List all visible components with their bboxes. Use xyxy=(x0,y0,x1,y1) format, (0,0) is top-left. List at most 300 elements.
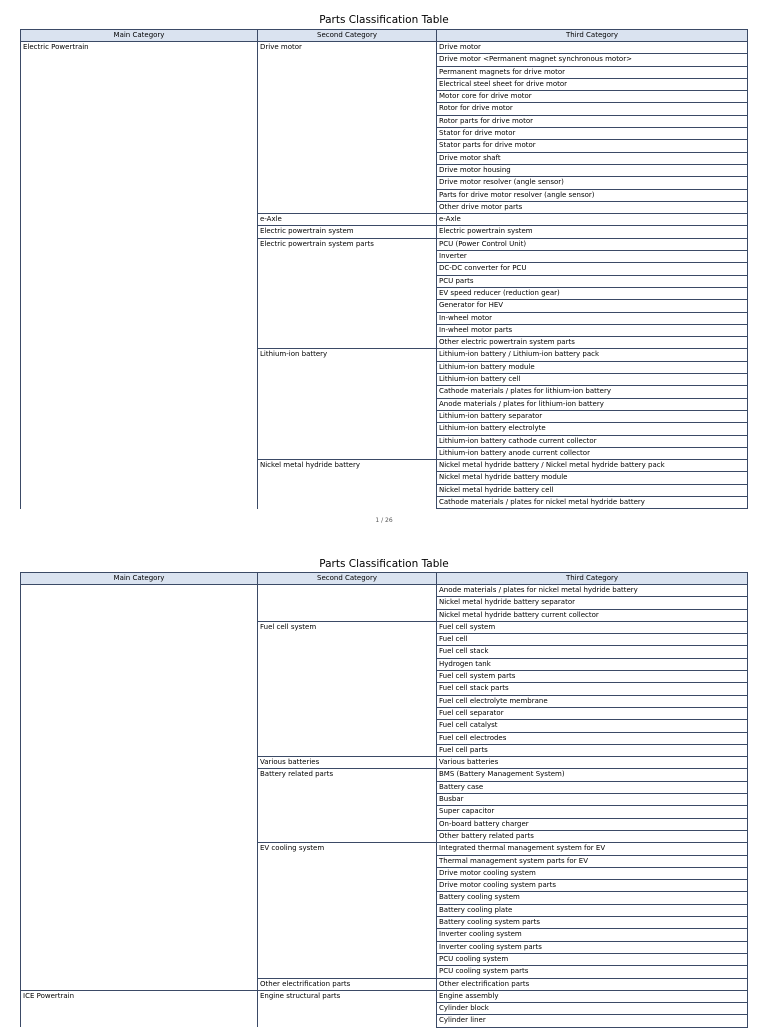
third-category-cell: Drive motor shaft xyxy=(437,152,748,164)
table-row xyxy=(21,251,748,263)
third-category-cell: e-Axle xyxy=(437,214,748,226)
second-category-cell xyxy=(258,929,437,941)
third-category-cell: Fuel cell catalyst xyxy=(437,720,748,732)
main-category-cell xyxy=(21,115,258,127)
main-category-cell xyxy=(21,91,258,103)
second-category-cell: e-Axle xyxy=(258,214,437,226)
second-category-cell xyxy=(258,720,437,732)
table-row xyxy=(21,781,748,793)
table-row xyxy=(21,54,748,66)
second-category-cell xyxy=(258,312,437,324)
table-row xyxy=(21,585,748,597)
second-category-cell xyxy=(258,646,437,658)
table-row xyxy=(21,140,748,152)
third-category-cell: Engine assembly xyxy=(437,990,748,1002)
third-category-cell: Motor core for drive motor xyxy=(437,91,748,103)
table-row xyxy=(21,830,748,842)
third-category-cell: Cylinder liner xyxy=(437,1015,748,1027)
table-row xyxy=(21,855,748,867)
third-category-cell: Fuel cell parts xyxy=(437,744,748,756)
second-category-cell xyxy=(258,658,437,670)
main-category-cell xyxy=(21,621,258,633)
table-row xyxy=(21,238,748,250)
main-category-cell xyxy=(21,103,258,115)
table-row xyxy=(21,621,748,633)
third-category-cell: Battery cooling system parts xyxy=(437,917,748,929)
table-row xyxy=(21,214,748,226)
table-row xyxy=(21,103,748,115)
second-category-cell xyxy=(258,917,437,929)
table-row xyxy=(21,904,748,916)
table-row xyxy=(21,597,748,609)
third-category-cell: Lithium-ion battery separator xyxy=(437,410,748,422)
second-category-cell xyxy=(258,361,437,373)
table-row xyxy=(21,843,748,855)
third-category-cell: Rotor for drive motor xyxy=(437,103,748,115)
table-row xyxy=(21,226,748,238)
second-category-cell: Battery related parts xyxy=(258,769,437,781)
third-category-cell: Nickel metal hydride battery cell xyxy=(437,484,748,496)
second-category-cell: Engine structural parts xyxy=(258,990,437,1002)
third-category-cell: Nickel metal hydride battery module xyxy=(437,472,748,484)
second-category-cell xyxy=(258,953,437,965)
main-category-cell xyxy=(21,300,258,312)
parts-table-page-2 xyxy=(20,572,748,1028)
second-category-cell xyxy=(258,867,437,879)
second-category-cell xyxy=(258,1015,437,1027)
third-category-cell: Rotor parts for drive motor xyxy=(437,115,748,127)
main-category-cell xyxy=(21,472,258,484)
main-category-cell xyxy=(21,214,258,226)
main-category-cell xyxy=(21,904,258,916)
main-category-cell xyxy=(21,966,258,978)
main-category-cell xyxy=(21,312,258,324)
table-row xyxy=(21,757,748,769)
third-category-cell: Anode materials / plates for lithium-ion battery xyxy=(437,398,748,410)
main-category-cell xyxy=(21,447,258,459)
third-category-cell: PCU (Power Control Unit) xyxy=(437,238,748,250)
table-row xyxy=(21,115,748,127)
third-category-cell: Nickel metal hydride battery / Nickel metal hydride battery pack xyxy=(437,460,748,472)
table-row xyxy=(21,953,748,965)
main-category-cell xyxy=(21,646,258,658)
second-category-cell xyxy=(258,201,437,213)
second-category-cell xyxy=(258,904,437,916)
table-row xyxy=(21,447,748,459)
main-category-cell xyxy=(21,435,258,447)
third-category-cell: Hydrogen tank xyxy=(437,658,748,670)
third-category-cell: Drive motor housing xyxy=(437,164,748,176)
table-row xyxy=(21,634,748,646)
main-category-cell xyxy=(21,152,258,164)
third-category-cell: Fuel cell xyxy=(437,634,748,646)
table-row xyxy=(21,1003,748,1015)
table-row xyxy=(21,435,748,447)
main-category-cell xyxy=(21,263,258,275)
third-category-cell: Fuel cell system xyxy=(437,621,748,633)
second-category-cell xyxy=(258,892,437,904)
main-category-cell xyxy=(21,917,258,929)
main-category-cell xyxy=(21,201,258,213)
table-row xyxy=(21,671,748,683)
main-category-cell xyxy=(21,386,258,398)
third-category-cell: On-board battery charger xyxy=(437,818,748,830)
main-category-cell xyxy=(21,54,258,66)
main-category-cell xyxy=(21,324,258,336)
second-category-cell xyxy=(258,78,437,90)
table-row xyxy=(21,263,748,275)
header-main-category: Main Category xyxy=(21,30,258,42)
second-category-cell xyxy=(258,830,437,842)
main-category-cell xyxy=(21,287,258,299)
second-category-cell xyxy=(258,287,437,299)
third-category-cell: Battery cooling plate xyxy=(437,904,748,916)
table-row xyxy=(21,744,748,756)
second-category-cell: Lithium-ion battery xyxy=(258,349,437,361)
third-category-cell: Lithium-ion battery electrolyte xyxy=(437,423,748,435)
third-category-cell: Integrated thermal management system for EV xyxy=(437,843,748,855)
third-category-cell: Permanent magnets for drive motor xyxy=(437,66,748,78)
table-row xyxy=(21,42,748,54)
second-category-cell xyxy=(258,128,437,140)
table-row xyxy=(21,164,748,176)
main-category-cell xyxy=(21,806,258,818)
table-row xyxy=(21,806,748,818)
third-category-cell: Lithium-ion battery / Lithium-ion battery pack xyxy=(437,349,748,361)
main-category-cell xyxy=(21,880,258,892)
table-row xyxy=(21,646,748,658)
second-category-cell xyxy=(258,115,437,127)
table-row xyxy=(21,732,748,744)
third-category-cell: BMS (Battery Management System) xyxy=(437,769,748,781)
main-category-cell xyxy=(21,634,258,646)
second-category-cell xyxy=(258,683,437,695)
second-category-cell xyxy=(258,54,437,66)
second-category-cell xyxy=(258,423,437,435)
third-category-cell: Fuel cell separator xyxy=(437,707,748,719)
third-category-cell: Battery case xyxy=(437,781,748,793)
second-category-cell: Electric powertrain system parts xyxy=(258,238,437,250)
second-category-cell xyxy=(258,177,437,189)
header-second-category: Second Category xyxy=(258,30,437,42)
main-category-cell xyxy=(21,757,258,769)
second-category-cell xyxy=(258,794,437,806)
second-category-cell xyxy=(258,671,437,683)
main-category-cell xyxy=(21,238,258,250)
second-category-cell xyxy=(258,91,437,103)
table-row xyxy=(21,707,748,719)
third-category-cell: Other electrification parts xyxy=(437,978,748,990)
third-category-cell: Inverter xyxy=(437,251,748,263)
table-row xyxy=(21,695,748,707)
table-row xyxy=(21,941,748,953)
third-category-cell: Electric powertrain system xyxy=(437,226,748,238)
second-category-cell: Drive motor xyxy=(258,42,437,54)
table-row xyxy=(21,484,748,496)
second-category-cell xyxy=(258,435,437,447)
main-category-cell xyxy=(21,769,258,781)
table-row xyxy=(21,78,748,90)
table-row xyxy=(21,720,748,732)
table-row xyxy=(21,312,748,324)
main-category-cell xyxy=(21,128,258,140)
table-row xyxy=(21,769,748,781)
third-category-cell: Nickel metal hydride battery separator xyxy=(437,597,748,609)
main-category-cell xyxy=(21,707,258,719)
second-category-cell xyxy=(258,496,437,508)
main-category-cell xyxy=(21,189,258,201)
table-row xyxy=(21,658,748,670)
page-number: 1 / 26 xyxy=(375,517,393,524)
third-category-cell: Stator parts for drive motor xyxy=(437,140,748,152)
third-category-cell: Generator for HEV xyxy=(437,300,748,312)
third-category-cell: PCU cooling system xyxy=(437,953,748,965)
main-category-cell xyxy=(21,609,258,621)
second-category-cell xyxy=(258,855,437,867)
table-row xyxy=(21,818,748,830)
second-category-cell xyxy=(258,818,437,830)
third-category-cell: Thermal management system parts for EV xyxy=(437,855,748,867)
table-row xyxy=(21,201,748,213)
second-category-cell xyxy=(258,966,437,978)
main-category-cell xyxy=(21,398,258,410)
main-category-cell xyxy=(21,683,258,695)
main-category-cell xyxy=(21,978,258,990)
third-category-cell: Fuel cell stack parts xyxy=(437,683,748,695)
table-row xyxy=(21,349,748,361)
main-category-cell xyxy=(21,843,258,855)
main-category-cell xyxy=(21,275,258,287)
table-row xyxy=(21,177,748,189)
main-category-cell: Electric Powertrain xyxy=(21,42,258,54)
table-row xyxy=(21,990,748,1002)
main-category-cell xyxy=(21,78,258,90)
header-main-category: Main Category xyxy=(21,573,258,585)
main-category-cell xyxy=(21,695,258,707)
second-category-cell xyxy=(258,164,437,176)
third-category-cell: Electrical steel sheet for drive motor xyxy=(437,78,748,90)
third-category-cell: In-wheel motor parts xyxy=(437,324,748,336)
table-row xyxy=(21,472,748,484)
page-title: Parts Classification Table xyxy=(319,558,449,570)
main-category-cell xyxy=(21,410,258,422)
second-category-cell xyxy=(258,152,437,164)
table-row xyxy=(21,867,748,879)
main-category-cell xyxy=(21,744,258,756)
main-category-cell xyxy=(21,361,258,373)
main-category-cell xyxy=(21,867,258,879)
main-category-cell xyxy=(21,585,258,597)
main-category-cell: ICE Powertrain xyxy=(21,990,258,1002)
table-row xyxy=(21,423,748,435)
second-category-cell xyxy=(258,695,437,707)
third-category-cell: Super capacitor xyxy=(437,806,748,818)
main-category-cell xyxy=(21,818,258,830)
second-category-cell xyxy=(258,66,437,78)
table-row xyxy=(21,386,748,398)
table-row xyxy=(21,683,748,695)
table-row xyxy=(21,337,748,349)
table-row xyxy=(21,794,748,806)
second-category-cell xyxy=(258,744,437,756)
main-category-cell xyxy=(21,1015,258,1027)
third-category-cell: Busbar xyxy=(437,794,748,806)
second-category-cell xyxy=(258,324,437,336)
third-category-cell: Various batteries xyxy=(437,757,748,769)
second-category-cell xyxy=(258,263,437,275)
parts-table-page-1 xyxy=(20,29,748,509)
third-category-cell: DC-DC converter for PCU xyxy=(437,263,748,275)
second-category-cell xyxy=(258,609,437,621)
table-row xyxy=(21,880,748,892)
third-category-cell: Lithium-ion battery anode current collector xyxy=(437,447,748,459)
main-category-cell xyxy=(21,929,258,941)
second-category-cell xyxy=(258,1003,437,1015)
third-category-cell: Nickel metal hydride battery current collector xyxy=(437,609,748,621)
third-category-cell: Other electric powertrain system parts xyxy=(437,337,748,349)
main-category-cell xyxy=(21,953,258,965)
third-category-cell: Drive motor cooling system parts xyxy=(437,880,748,892)
main-category-cell xyxy=(21,892,258,904)
second-category-cell xyxy=(258,707,437,719)
third-category-cell: Lithium-ion battery cathode current collector xyxy=(437,435,748,447)
table-row xyxy=(21,275,748,287)
third-category-cell: Anode materials / plates for nickel metal hydride battery xyxy=(437,585,748,597)
main-category-cell xyxy=(21,423,258,435)
table-row xyxy=(21,978,748,990)
main-category-cell xyxy=(21,781,258,793)
second-category-cell xyxy=(258,484,437,496)
main-category-cell xyxy=(21,1003,258,1015)
second-category-cell xyxy=(258,880,437,892)
table-row xyxy=(21,324,748,336)
main-category-cell xyxy=(21,794,258,806)
table-row xyxy=(21,398,748,410)
main-category-cell xyxy=(21,374,258,386)
second-category-cell xyxy=(258,585,437,597)
second-category-cell: Various batteries xyxy=(258,757,437,769)
third-category-cell: Fuel cell stack xyxy=(437,646,748,658)
third-category-cell: Drive motor <Permanent magnet synchronous motor> xyxy=(437,54,748,66)
table-row xyxy=(21,496,748,508)
main-category-cell xyxy=(21,226,258,238)
table-row xyxy=(21,287,748,299)
third-category-cell: Battery cooling system xyxy=(437,892,748,904)
second-category-cell xyxy=(258,410,437,422)
header-second-category: Second Category xyxy=(258,573,437,585)
third-category-cell: Drive motor cooling system xyxy=(437,867,748,879)
third-category-cell: Drive motor xyxy=(437,42,748,54)
table-row xyxy=(21,66,748,78)
third-category-cell: Fuel cell electrolyte membrane xyxy=(437,695,748,707)
table-row xyxy=(21,966,748,978)
third-category-cell: Cylinder block xyxy=(437,1003,748,1015)
main-category-cell xyxy=(21,177,258,189)
second-category-cell xyxy=(258,472,437,484)
main-category-cell xyxy=(21,337,258,349)
main-category-cell xyxy=(21,720,258,732)
third-category-cell: EV speed reducer (reduction gear) xyxy=(437,287,748,299)
main-category-cell xyxy=(21,597,258,609)
table-row xyxy=(21,917,748,929)
main-category-cell xyxy=(21,496,258,508)
second-category-cell xyxy=(258,275,437,287)
second-category-cell: Nickel metal hydride battery xyxy=(258,460,437,472)
table-row xyxy=(21,152,748,164)
third-category-cell: Cathode materials / plates for lithium-ion battery xyxy=(437,386,748,398)
third-category-cell: Cathode materials / plates for nickel metal hydride battery xyxy=(437,496,748,508)
second-category-cell xyxy=(258,337,437,349)
third-category-cell: PCU cooling system parts xyxy=(437,966,748,978)
main-category-cell xyxy=(21,671,258,683)
table-row xyxy=(21,91,748,103)
third-category-cell: Fuel cell electrodes xyxy=(437,732,748,744)
second-category-cell xyxy=(258,103,437,115)
second-category-cell xyxy=(258,941,437,953)
main-category-cell xyxy=(21,855,258,867)
third-category-cell: PCU parts xyxy=(437,275,748,287)
third-category-cell: Lithium-ion battery module xyxy=(437,361,748,373)
main-category-cell xyxy=(21,830,258,842)
table-row xyxy=(21,128,748,140)
second-category-cell xyxy=(258,374,437,386)
table-row xyxy=(21,189,748,201)
third-category-cell: Drive motor resolver (angle sensor) xyxy=(437,177,748,189)
second-category-cell xyxy=(258,447,437,459)
third-category-cell: Other battery related parts xyxy=(437,830,748,842)
main-category-cell xyxy=(21,941,258,953)
table-row xyxy=(21,410,748,422)
third-category-cell: Stator for drive motor xyxy=(437,128,748,140)
second-category-cell xyxy=(258,140,437,152)
table-row xyxy=(21,460,748,472)
second-category-cell xyxy=(258,398,437,410)
header-third-category: Third Category xyxy=(437,573,748,585)
main-category-cell xyxy=(21,140,258,152)
second-category-cell xyxy=(258,634,437,646)
second-category-cell xyxy=(258,732,437,744)
table-row xyxy=(21,892,748,904)
main-category-cell xyxy=(21,349,258,361)
table-row xyxy=(21,609,748,621)
second-category-cell xyxy=(258,189,437,201)
table-row xyxy=(21,300,748,312)
main-category-cell xyxy=(21,251,258,263)
main-category-cell xyxy=(21,732,258,744)
main-category-cell xyxy=(21,164,258,176)
third-category-cell: Parts for drive motor resolver (angle sensor) xyxy=(437,189,748,201)
table-row xyxy=(21,374,748,386)
third-category-cell: Fuel cell system parts xyxy=(437,671,748,683)
second-category-cell: EV cooling system xyxy=(258,843,437,855)
main-category-cell xyxy=(21,460,258,472)
table-row xyxy=(21,361,748,373)
second-category-cell xyxy=(258,300,437,312)
second-category-cell xyxy=(258,806,437,818)
third-category-cell: Inverter cooling system parts xyxy=(437,941,748,953)
third-category-cell: Inverter cooling system xyxy=(437,929,748,941)
main-category-cell xyxy=(21,66,258,78)
header-third-category: Third Category xyxy=(437,30,748,42)
table-row xyxy=(21,1015,748,1027)
third-category-cell: Other drive motor parts xyxy=(437,201,748,213)
main-category-cell xyxy=(21,658,258,670)
third-category-cell: In-wheel motor xyxy=(437,312,748,324)
main-category-cell xyxy=(21,484,258,496)
second-category-cell: Fuel cell system xyxy=(258,621,437,633)
second-category-cell xyxy=(258,597,437,609)
third-category-cell: Lithium-ion battery cell xyxy=(437,374,748,386)
